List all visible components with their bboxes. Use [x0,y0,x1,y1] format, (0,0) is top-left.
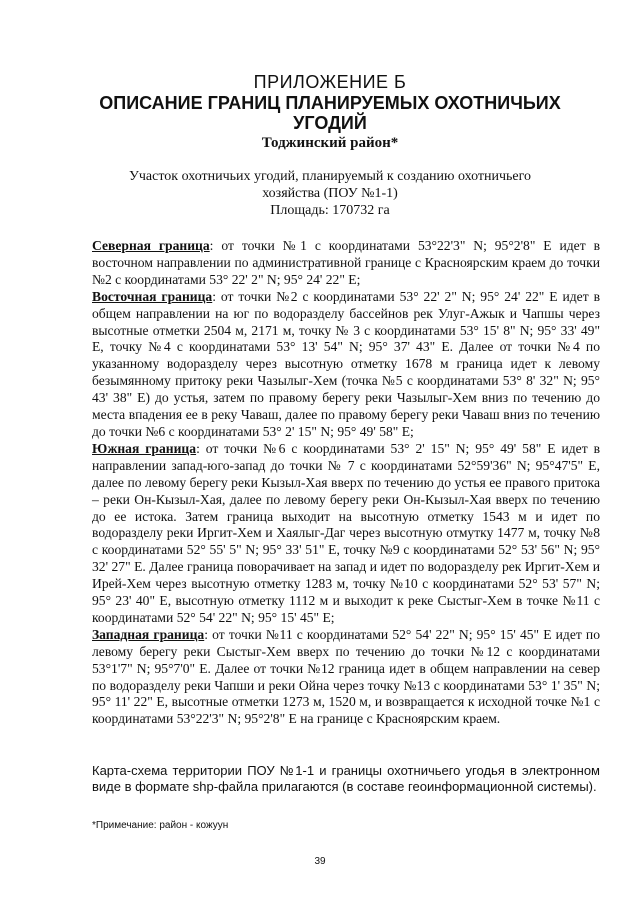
map-note: Карта-схема территории ПОУ №1-1 и границы охотничьего угодья в электронном виде в формате shp-файла прилагаются (в составе геоинформационной системы). [92,763,600,794]
border-descriptions [92,238,600,728]
appendix-label: ПРИЛОЖЕНИЕ Б [253,72,407,92]
west-border-label: Западная граница [92,626,205,642]
north-border-text: : от точки №1 с координатами 53°22'3" N; 95°2'8" E идет в восточном направлении по административной границе с Красноярским краем до точки №2 с координатами 53° 22' 2" N; 95° 24' 22" E; [92,238,600,287]
east-border-paragraph [92,289,600,441]
page-number: 39 [314,856,326,867]
north-border-paragraph [92,238,600,289]
plot-description-line-1: Участок охотничьих угодий, планируемый к созданию охотничьего [128,169,532,184]
south-border-paragraph [92,441,600,627]
district-heading: Тоджинский район* [261,135,399,151]
east-border-text: : от точки №2 с координатами 53° 22' 2" N; 95° 24' 22" E идет в общем направлении на юг по водоразделу бассейнов рек Улуг-Ажык и Чапшы через высотные отметки 2504 м, 2171 м, точку № 3 с координатами 53° 15' 8" N; 95° 33' 49" E, точку №4 с координатами 53° 13' 54" N; 95° 37' 43" E. Далее от точки №4 по указанному водоразделу через высотную отметку 1678 м граница идет к левому безымянному притоку реки Чазылыг-Хем (точка №5 с координатами 53° 8' 32" N; 95° 43' 38" E) до устья, затем по правому берегу реки Чазылыг-Хем вниз по течению до места впадения ее в реку Чаваш, далее по правому берегу реки Чаваш вниз по течению до точки №6 с координатами 53° 2' 15" N; 95° 49' 58" E; [92,288,600,439]
south-border-text: : от точки №6 с координатами 53° 2' 15" N; 95° 49' 58" E идет в направлении запад-юго-запад до точки № 7 с координатами 52°59'36" N; 95°47'5" E, далее по левому берегу реки Кызыл-Хая вверх по течению до устья ее правого притока – реки Он-Кызыл-Хая, далее по левому берегу реки Он-Кызыл-Хая вверх по течению до ее истока. Затем граница выходит на высотную отметку 1543 м и идет по водоразделу реки Иргит-Хем и Хаялыг-Даг через высотную отмутку 1477 м, точку №8 с координатами 52° 55' 5" N; 95° 33' 51" E, точку №9 с координатами 52° 53' 56" N; 95° 32' 27" E. Далее граница поворачивает на запад и идет по водоразделу рек Иргит-Хем и Ирей-Хем через высотную отметку 1283 м, точку №10 с координатами 52° 53' 57" N; 95° 23' 40" E, высотную отметку 1112 м и выходит к реке Сыстыг-Хем в точке №11 с координатами 52° 54' 22" N; 95° 15' 45" E; [92,440,600,625]
west-border-paragraph [92,627,600,728]
footnote: *Примечание: район - кожуун [92,820,229,831]
plot-area: Площадь: 170732 га [270,203,390,218]
document-title: ОПИСАНИЕ ГРАНИЦ ПЛАНИРУЕМЫХ ОХОТНИЧЬИХ УГОДИЙ [99,93,561,133]
west-border-text: : от точки №11 с координатами 52° 54' 22" N; 95° 15' 45" E идет по левому берегу реки Сыстыг-Хем вверх по течению до точки №12 с координатами 53°1'7" N; 95°7'0" E. Далее от точки №12 граница идет в общем направлении на север по водоразделу реки Чапши и реки Ойна через точку №13 с координатами 53° 1' 35" N; 95° 11' 22" E, высотные отметки 1273 м, 1520 м, и возвращается к исходной точке №1 с координатами 53°22'3" N; 95°2'8" E на границе с Красноярским краем. [92,626,600,727]
plot-info [90,168,570,219]
east-border-label: Восточная граница [92,288,213,304]
plot-description-line-2: хозяйства (ПОУ №1-1) [262,186,398,201]
south-border-label: Южная граница [92,440,197,456]
north-border-label: Северная граница [92,238,210,253]
